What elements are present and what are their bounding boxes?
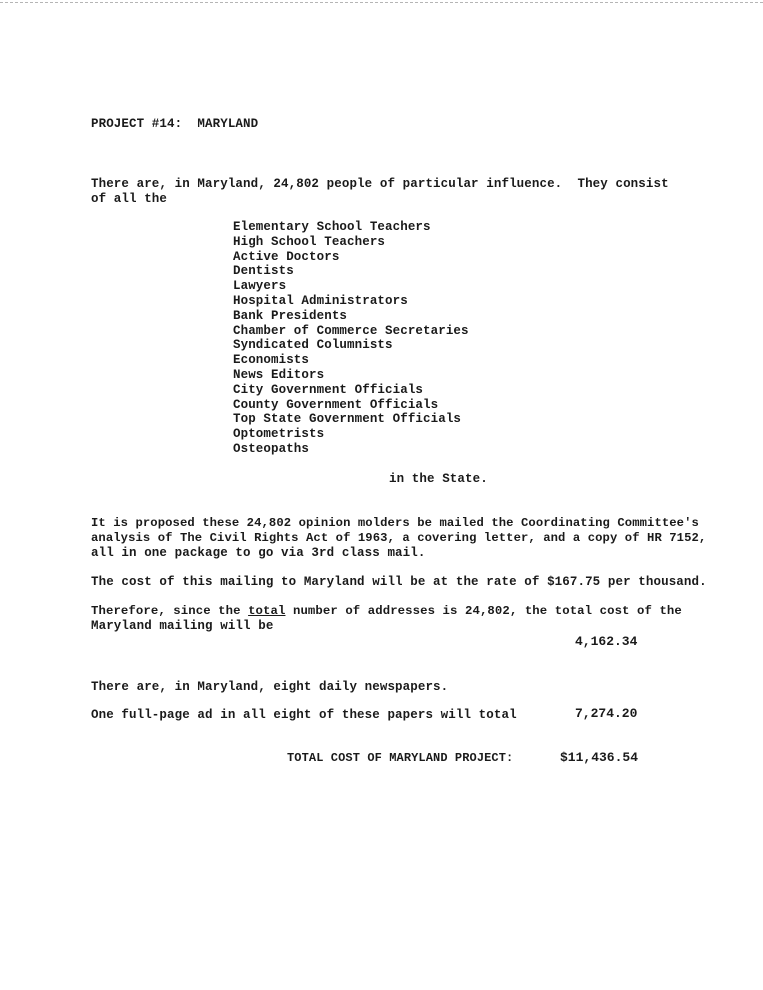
- mailing-total-amount: 4,162.34: [575, 634, 638, 649]
- list-item: Dentists: [233, 264, 294, 279]
- proposal-line-3: all in one package to go via 3rd class mail.: [91, 546, 426, 560]
- newspapers-line: There are, in Maryland, eight daily newspapers.: [91, 680, 449, 694]
- list-item: Optometrists: [233, 427, 325, 442]
- list-item: Lawyers: [233, 279, 287, 294]
- list-item: Elementary School Teachers: [233, 220, 431, 234]
- list-item: Economists: [233, 353, 310, 368]
- grand-total-amount: $11,436.54: [560, 750, 639, 765]
- therefore-line-2: Maryland mailing will be: [91, 619, 274, 633]
- intro-line-2: of all the: [91, 192, 168, 206]
- list-item: Hospital Administrators: [233, 293, 408, 308]
- therefore-text-b: number of addresses is 24,802, the total cost of the: [285, 604, 682, 618]
- list-item: County Government Officials: [233, 397, 439, 412]
- list-item: Active Doctors: [233, 249, 340, 264]
- list-item: City Government Officials: [233, 382, 424, 397]
- proposal-line-2: analysis of The Civil Rights Act of 1963, a covering letter, and a copy of HR 7152,: [91, 531, 707, 545]
- proposal-line-1: It is proposed these 24,802 opinion molders be mailed the Coordinating Committee's: [91, 516, 699, 530]
- list-item: High School Teachers: [233, 234, 386, 249]
- grand-total-label: TOTAL COST OF MARYLAND PROJECT:: [287, 751, 514, 765]
- list-item: Top State Government Officials: [233, 412, 462, 427]
- list-item: Osteopaths: [233, 441, 310, 456]
- underlined-total: total: [248, 604, 286, 618]
- in-the-state-text: in the State.: [389, 472, 488, 486]
- professions-list: [233, 220, 469, 457]
- list-item: Chamber of Commerce Secretaries: [233, 323, 469, 338]
- project-heading: PROJECT #14: MARYLAND: [91, 117, 259, 131]
- ad-line: One full-page ad in all eight of these papers will total: [91, 708, 517, 722]
- therefore-text-a: Therefore, since the: [91, 604, 249, 618]
- cost-rate-line: The cost of this mailing to Maryland will be at the rate of $167.75 per thousand.: [91, 575, 707, 589]
- list-item: Bank Presidents: [233, 308, 348, 323]
- list-item: News Editors: [233, 367, 325, 382]
- ad-total-amount: 7,274.20: [575, 706, 638, 721]
- page-top-border: [0, 2, 763, 3]
- list-item: Syndicated Columnists: [233, 338, 393, 353]
- therefore-line-1: [91, 604, 682, 619]
- intro-line-1: There are, in Maryland, 24,802 people of particular influence. They consist: [91, 177, 669, 191]
